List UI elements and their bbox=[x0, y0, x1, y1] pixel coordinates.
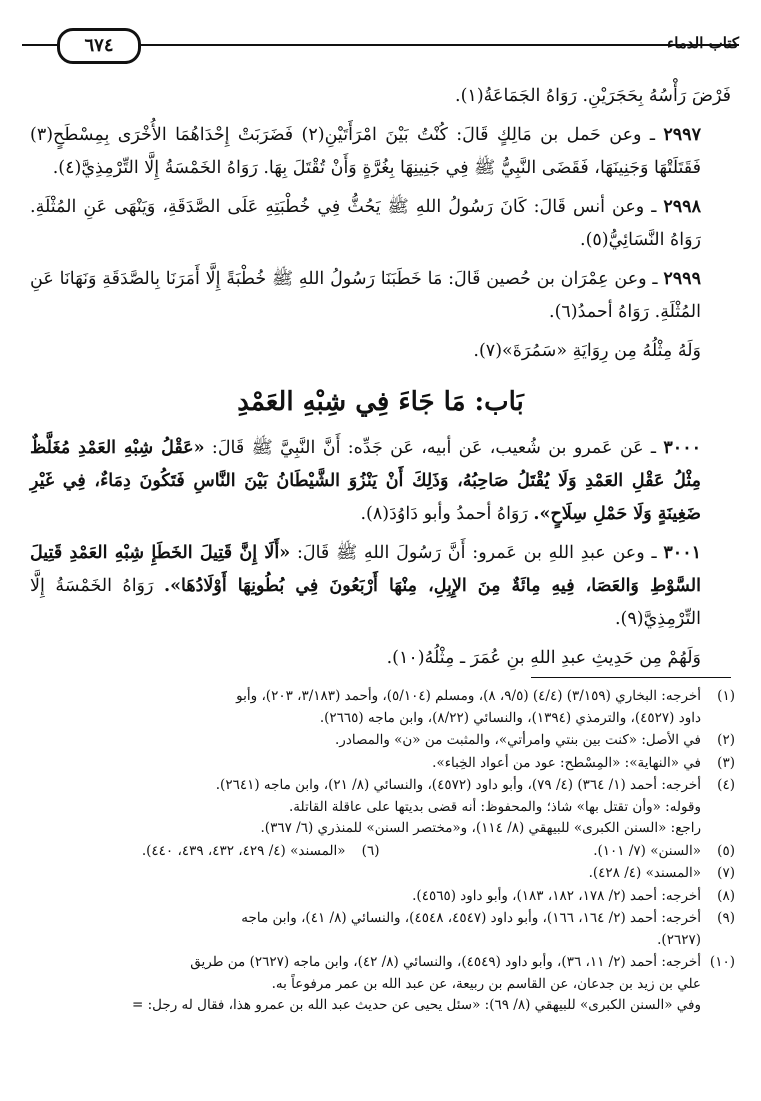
footnote-line: داود (٤٥٢٧)، والترمذي (١٣٩٤)، والنسائي (٨/٢٢)، وابن ماجه (٢٦٦٥). bbox=[319, 709, 701, 726]
footnote-number: (١٠) bbox=[709, 954, 735, 970]
footnote-body bbox=[24, 908, 701, 951]
footnote-number: (٦) bbox=[361, 842, 380, 859]
footnote-number: (٢) bbox=[717, 732, 735, 748]
footnote-number: (٣) bbox=[717, 754, 735, 771]
hadith-2998 bbox=[30, 191, 731, 257]
hadith-text: ـ وعن عِمْرَان بن حُصين قَالَ: مَا خَطَبَنَا رَسُولُ اللهِ ﷺ خُطْبَةً إِلَّا أَمَرَنَا بِالصَّدَقَةِ وَنَهَانَا عَنِ المُثْلَةِ. رَوَاهُ أحمدُ(٦). bbox=[30, 269, 701, 322]
hadith-3001 bbox=[30, 537, 731, 636]
hadith-quote: «عَقْلُ شِبْهِ العَمْدِ مُغَلَّظٌ مِثْلُ عَقْلِ العَمْدِ وَلَا يُقْتَلُ صَاحِبُهُ، وَذَلِكَ أَنْ يَنْزُوَ الشَّيْطَانُ بَيْنَ النَّاسِ فَتَكُونَ دِمَاءٌ، فِي غَيْرِ ضَغِينَةٍ وَلَا حَمْلِ سِلَاحٍ». bbox=[30, 438, 701, 524]
footnote-number: (٤) bbox=[717, 777, 735, 793]
footnote-4 bbox=[24, 775, 735, 840]
footnote-5 bbox=[380, 841, 736, 863]
footnote-line: راجع: «السنن الكبرى» للبيهقي (٨/ ١١٤)، و«مختصر السنن» للمنذري (٦/ ٣٦٧). bbox=[260, 820, 701, 836]
hadith-quote: «أَلَا إِنَّ قَتِيلَ الخَطَإِ شِبْهِ العَمْدِ قَتِيلَ السَّوْطِ وَالعَصَا، فِيهِ مِائَةٌ مِنَ الإِبِلِ، مِنْهَا أَرْبَعُونَ فِي بُطُونِهَا أَوْلَادُهَا». bbox=[30, 543, 701, 596]
hadith-source: رَوَاهُ الخَمْسَةُ إِلَّا التِّرْمِذِيَّ(٩). bbox=[30, 576, 701, 629]
footnote-line: (٢٦٢٧). bbox=[657, 931, 701, 948]
footnote-7 bbox=[24, 863, 735, 885]
hadith-3000 bbox=[30, 432, 731, 531]
hadith-number: ٣٠٠١ bbox=[663, 543, 701, 563]
paragraph-text: وَلَهُ مِثْلُهُ مِن رِوَايَةِ «سَمُرَةَ»(٧). bbox=[473, 341, 701, 361]
paragraph-text: وَلَهُمْ مِن حَدِيثِ عبدِ اللهِ بنِ عُمَرَ ـ مِثْلُهُ(١٠). bbox=[386, 648, 701, 668]
footnote-line: أخرجه: أحمد (٢/ ١٧٨، ١٨٢، ١٨٣)، وأبو داود (٤٥٦٥). bbox=[412, 887, 701, 904]
footnote-number: (٩) bbox=[717, 910, 735, 926]
footnote-2 bbox=[24, 730, 735, 752]
footnote-6 bbox=[24, 841, 380, 863]
footnote-1 bbox=[24, 686, 735, 729]
hadith-number: ٣٠٠٠ bbox=[663, 438, 701, 458]
footnote-body bbox=[24, 775, 701, 840]
footnote-body bbox=[24, 863, 701, 885]
footnote-line: علي بن زيد بن جدعان، عن القاسم بن ربيعة، عن عبد الله بن عمر مرفوعاً به. bbox=[271, 975, 701, 992]
footnote-line: أخرجه: أحمد (٢/ ١١، ٣٦)، وأبو داود (٤٥٤٩)، والنسائي (٨/ ٤٢)، وابن ماجه (٢٦٢٧) من طريق bbox=[190, 954, 701, 970]
footnote-line: «المسند» (٤/ ٤٢٨). bbox=[588, 865, 701, 881]
footnote-line: وفي «السنن الكبرى» للبيهقي (٨/ ٦٩): «سئل يحيى عن حديث عبد الله بن عمرو هذا، فقال له رجل: = bbox=[131, 997, 701, 1013]
hadith-text: ـ وعن حَمل بن مَالِكٍ قَالَ: كُنْتُ بَيْنَ امْرَأَتَيْنِ(٢) فَضَرَبَتْ إِحْدَاهُمَا الأُخْرَى بِمِسْطَحٍ(٣) فَقَتَلَتْهَا وَجَنِينَهَا، فَقَضَى النَّبِيُّ ﷺ فِي جَنِينِهَا بِغُرَّةٍ وَأَنْ تُقْتَلَ بِهَا. رَوَاهُ الخَمْسَةُ إِلَّا التِّرْمِذِيَّ(٤). bbox=[30, 125, 701, 178]
paragraph-continuation bbox=[30, 80, 731, 113]
paragraph-samura bbox=[30, 335, 731, 368]
footnote-number: (٧) bbox=[717, 865, 735, 881]
hadith-2997 bbox=[30, 119, 731, 185]
hadith-text: ـ وعن أنس قَالَ: كَانَ رَسُولُ اللهِ ﷺ يَحُثُّ فِي خُطْبَتِهِ عَلَى الصَّدَقَةِ، وَيَنْهَى عَنِ المُثْلَةِ. رَوَاهُ النَّسَائِيُّ(٥). bbox=[30, 197, 701, 250]
footnote-line: في الأصل: «كنت بين بنتي وامرأتي»، والمثبت من «ن» والمصادر. bbox=[335, 732, 701, 748]
footnotes bbox=[24, 686, 735, 1018]
hadith-2999 bbox=[30, 263, 731, 329]
footnote-8 bbox=[24, 886, 735, 908]
paragraph-last bbox=[30, 642, 731, 675]
footnote-9 bbox=[24, 908, 735, 951]
footnote-line: في «النهاية»: «المِسْطح: عود من أعواد الخِباء». bbox=[432, 754, 701, 771]
hadith-text: ـ وعن عبدِ اللهِ بن عَمرو: أَنَّ رَسُولَ اللهِ ﷺ قَالَ: bbox=[296, 543, 657, 563]
page-number: ٦٧٤ bbox=[57, 28, 141, 64]
footnote-line: أخرجه: أحمد (٢/ ١٦٤، ١٦٦)، وأبو داود (٤٥٤٧، ٤٥٤٨)، والنسائي (٨/ ٤١)، وابن ماجه bbox=[241, 910, 701, 926]
footnote-line: أخرجه: البخاري (٣/١٥٩) (٤/٤) (٩/٥، ٨)، ومسلم (٥/١٠٤)، وأحمد (٣/١٨٣، ٢٠٣)، وأبو bbox=[236, 688, 701, 704]
paragraph-text: فَرْضَ رَأْسُهُ بِحَجَرَيْنِ. رَوَاهُ الجَمَاعَةُ(١). bbox=[455, 86, 731, 106]
footnote-body bbox=[24, 686, 701, 729]
hadith-number: ٢٩٩٨ bbox=[663, 197, 701, 217]
footnote-10 bbox=[24, 952, 735, 1017]
footnote-number: (٥) bbox=[717, 842, 735, 859]
footnote-line: وقوله: «وأن تقتل بها» شاذ؛ والمحفوظ: أنه قضى بديتها على عاقلة القاتلة. bbox=[288, 798, 701, 815]
hadith-number: ٢٩٩٧ bbox=[663, 125, 701, 145]
footnote-body bbox=[24, 952, 701, 1017]
hadith-number: ٢٩٩٩ bbox=[663, 269, 701, 289]
footnote-number: (١) bbox=[717, 688, 735, 704]
footnote-line: أخرجه: أحمد (١/ ٣٦٤) (٤/ ٧٩)، وأبو داود (٤٥٧٢)، والنسائي (٨/ ٢١)، وابن ماجه (٢٦٤١). bbox=[215, 777, 701, 793]
main-text bbox=[30, 80, 731, 681]
footnote-body bbox=[24, 886, 701, 908]
footnote-body: «المسند» (٤/ ٤٢٩، ٤٣٢، ٤٣٩، ٤٤٠). bbox=[141, 842, 346, 859]
footnote-body: «السنن» (٧/ ١٠١). bbox=[593, 842, 701, 859]
book-title: كتاب الدماء bbox=[667, 34, 739, 52]
hadith-text: ـ عَن عَمرو بن شُعيب، عَن أبيه، عَن جَدِّه: أَنَّ النَّبِيَّ ﷺ قَالَ: bbox=[211, 438, 657, 458]
footnote-3 bbox=[24, 753, 735, 775]
footnote-separator bbox=[531, 677, 731, 678]
footnote-body bbox=[24, 730, 701, 752]
chapter-heading: بَاب: مَا جَاءَ فِي شِبْهِ العَمْدِ bbox=[237, 387, 524, 417]
hadith-source: رَوَاهُ أحمدُ وأبو دَاوُدَ(٨). bbox=[360, 504, 528, 524]
footnotes-5-6 bbox=[24, 841, 735, 863]
footnote-number: (٨) bbox=[717, 887, 735, 904]
page-header bbox=[22, 28, 739, 72]
footnote-body bbox=[24, 753, 701, 775]
